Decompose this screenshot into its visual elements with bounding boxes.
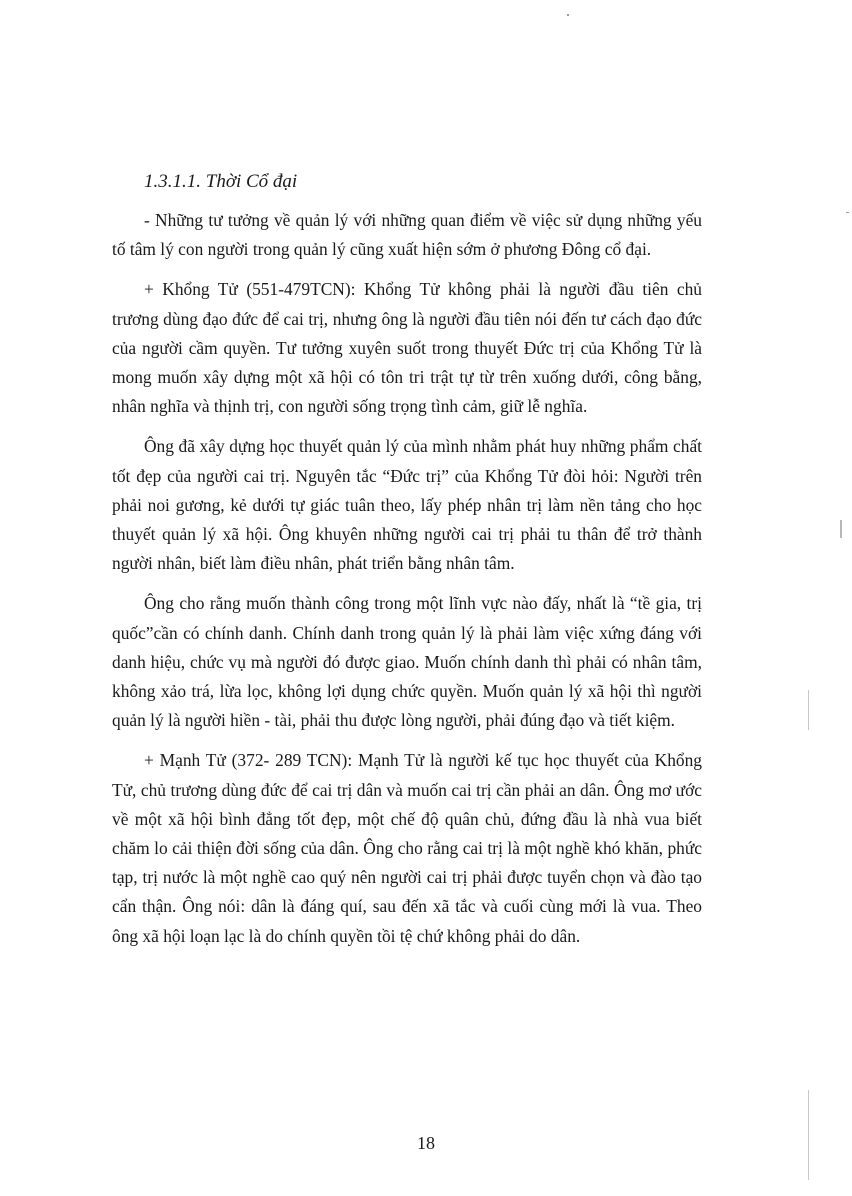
paragraph: + Khổng Tử (551-479TCN): Khổng Tử không phải là người đầu tiên chủ trương dùng đạo đức để cai trị, nhưng ông là người đầu tiên nói đến tư cách đạo đức của người cầm quyền. Tư tưởng xuyên suốt trong thuyết Đức trị của Khổng Tử là mong muốn xây dựng một xã hội có tôn tri trật tự từ trên xuống dưới, công bằng, nhân nghĩa và thịnh trị, con người sống trọng tình cảm, giữ lễ nghĩa. [112,279,702,417]
paragraph: Ông đã xây dựng học thuyết quản lý của mình nhằm phát huy những phẩm chất tốt đẹp của người cai trị. Nguyên tắc “Đức trị” của Khổng Tử đòi hỏi: Người trên phải noi gương, kẻ dưới tự giác tuân theo, lấy phép nhân trị làm nền tảng cho học thuyết quản lý xã hội. Ông khuyên những người cai trị phải tu thân để trở thành người nhân, biết làm điều nhân, phát triển bằng nhân tâm. [112,436,702,574]
document-page [112,168,702,962]
paragraph: - Những tư tưởng về quản lý với những quan điểm về việc sử dụng những yếu tố tâm lý con người trong quản lý cũng xuất hiện sớm ở phương Đông cổ đại. [112,210,702,260]
paragraph: + Mạnh Tử (372- 289 TCN): Mạnh Tử là người kế tục học thuyết của Khổng Tử, chủ trương dùng đức để cai trị dân và muốn cai trị cần phải an dân. Ông mơ ước về một xã hội bình đẳng tốt đẹp, một chế độ quân chủ, đứng đầu là nhà vua biết chăm lo cải thiện đời sống của dân. Ông cho rằng cai trị là một nghề khó khăn, phức tạp, trị nước là một nghề cao quý nên người cai trị phải được tuyển chọn và đào tạo cẩn thận. Ông nói: dân là đáng quí, sau đến xã tắc và cuối cùng mới là vua. Theo ông xã hội loạn lạc là do chính quyền tồi tệ chứ không phải do dân. [112,750,702,946]
scan-edge-line [808,690,809,730]
section-heading: 1.3.1.1. Thời Cổ đại [144,171,298,192]
scan-speck [840,520,842,538]
page-number: 18 [417,1133,435,1153]
scan-speck [846,212,849,213]
scan-speck [567,14,569,16]
paragraph: Ông cho rằng muốn thành công trong một lĩnh vực nào đấy, nhất là “tề gia, trị quốc”cần có chính danh. Chính danh trong quản lý là phải làm việc xứng đáng với danh hiệu, chức vụ mà người đó được giao. Muốn chính danh thì phải có nhân tâm, không xảo trá, lừa lọc, không lợi dụng chức quyền. Muốn quản lý xã hội thì người quản lý là người hiền - tài, phải thu được lòng người, phải đúng đạo và tiết kiệm. [112,593,702,731]
